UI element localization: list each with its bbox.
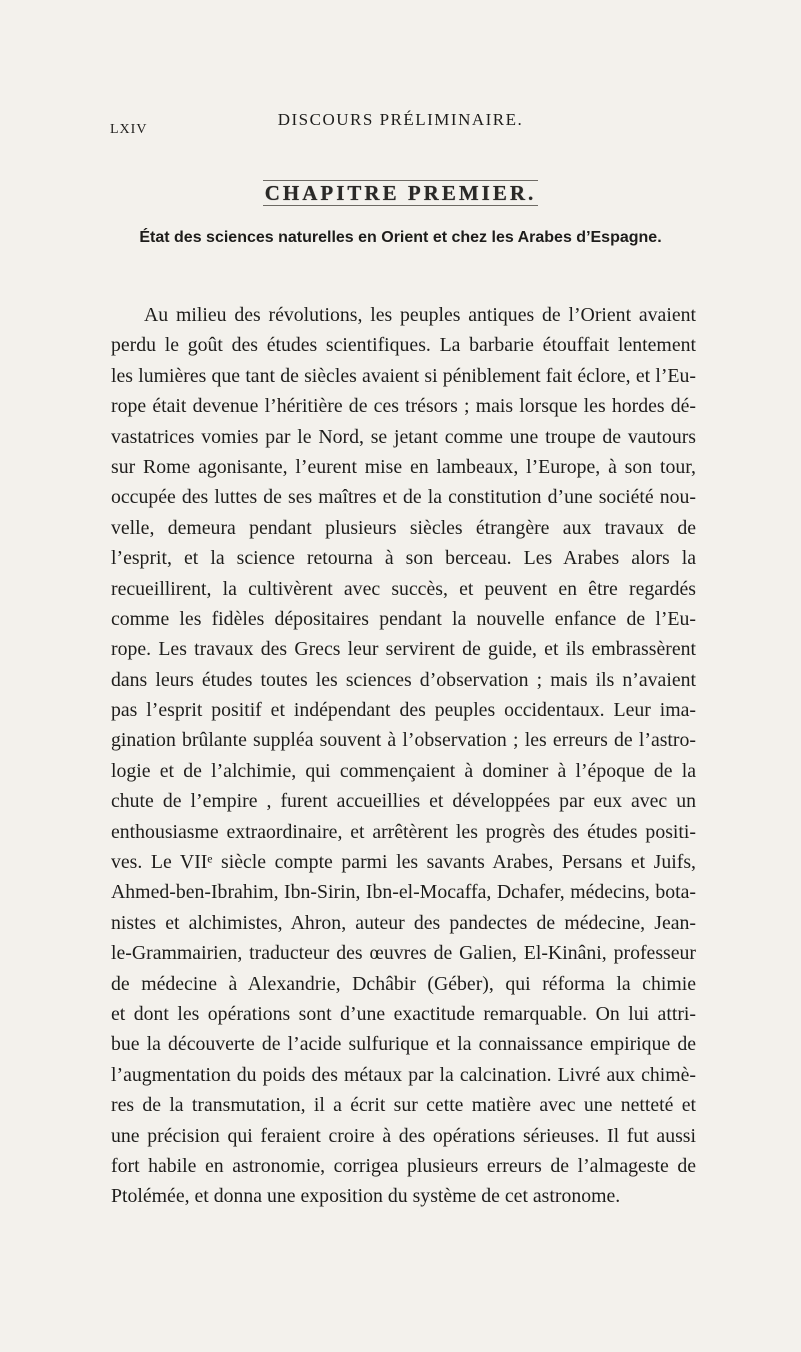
text-line: et dont les opérations sont d’une exactitude remarquable. On lui attri- <box>111 1002 696 1025</box>
text-line: rope était devenue l’héritière de ces trésors ; mais lorsque les hordes dé- <box>111 395 696 418</box>
text-line: Au milieu des révolutions, les peuples antiques de l’Orient avaient <box>144 304 696 326</box>
chapter-title <box>0 181 801 206</box>
text-line: Ahmed-ben-Ibrahim, Ibn-Sirin, Ibn-el-Mocaffa, Dchafer, médecins, bota- <box>111 881 696 904</box>
text-line: nistes et alchimistes, Ahron, auteur des pandectes de médecine, Jean- <box>111 911 696 934</box>
running-title: DISCOURS PRÉLIMINAIRE. <box>277 110 524 129</box>
text-line: bue la découverte de l’acide sulfurique et la connaissance empirique de <box>111 1033 696 1056</box>
text-line: l’augmentation du poids des métaux par la calcination. Livré aux chimè- <box>111 1063 696 1086</box>
text-line: dans leurs études toutes les sciences d’observation ; mais ils n’avaient <box>111 668 696 691</box>
text-line: une précision qui feraient croire à des opérations sérieuses. Il fut aussi <box>111 1124 696 1147</box>
page-number: LXIV <box>110 122 148 137</box>
text-line: perdu le goût des études scientifiques. La barbarie étouffait lentement <box>111 334 696 357</box>
text-line: occupée des luttes de ses maîtres et de la constitution d’une société nou- <box>111 486 696 509</box>
text-line: fort habile en astronomie, corrigea plusieurs erreurs de l’almageste de <box>111 1154 696 1177</box>
text-line: velle, demeura pendant plusieurs siècles étrangère aux travaux de <box>111 516 696 539</box>
text-line: enthousiasme extraordinaire, et arrêtèrent les progrès des études positi- <box>111 820 696 843</box>
text-line: sur Rome agonisante, l’eurent mise en lambeaux, l’Europe, à son tour, <box>111 455 696 478</box>
text-line: pas l’esprit positif et indépendant des peuples occidentaux. Leur ima- <box>111 699 696 722</box>
body-text <box>111 300 696 1212</box>
text-line: recueillirent, la cultivèrent avec succès, et peuvent en être regardés <box>111 577 696 600</box>
text-line: rope. Les travaux des Grecs leur servirent de guide, et ils embrassèrent <box>111 638 696 661</box>
chapter-subtitle: État des sciences naturelles en Orient et chez les Arabes d’Espagne. <box>139 229 662 246</box>
text-line: logie et de l’alchimie, qui commençaient à dominer à l’époque de la <box>111 759 696 782</box>
text-line: l’esprit, et la science retourna à son berceau. Les Arabes alors la <box>111 547 696 570</box>
text-line: Ptolémée, et donna une exposition du système de cet astronome. <box>111 1185 621 1208</box>
text-line: chute de l’empire , furent accueillies et développées par eux avec un <box>111 790 696 813</box>
chapter-title-text: CHAPITRE PREMIER. <box>264 181 537 205</box>
text-line: le-Grammairien, traducteur des œuvres de Galien, El-Kinâni, professeur <box>111 942 696 965</box>
text-line: ves. Le VIIᵉ siècle compte parmi les savants Arabes, Persans et Juifs, <box>111 851 696 874</box>
text-line: de médecine à Alexandrie, Dchâbir (Géber), qui réforma la chimie <box>111 972 696 995</box>
text-line: res de la transmutation, il a écrit sur cette matière avec une netteté et <box>111 1094 696 1117</box>
text-line: gination brûlante suppléa souvent à l’observation ; les erreurs de l’astro- <box>111 729 696 752</box>
text-line: vastatrices vomies par le Nord, se jetant comme une troupe de vautours <box>111 425 696 448</box>
text-line: les lumières que tant de siècles avaient si péniblement fait éclore, et l’Eu- <box>111 364 696 387</box>
text-line: comme les fidèles dépositaires pendant la nouvelle enfance de l’Eu- <box>111 607 696 630</box>
